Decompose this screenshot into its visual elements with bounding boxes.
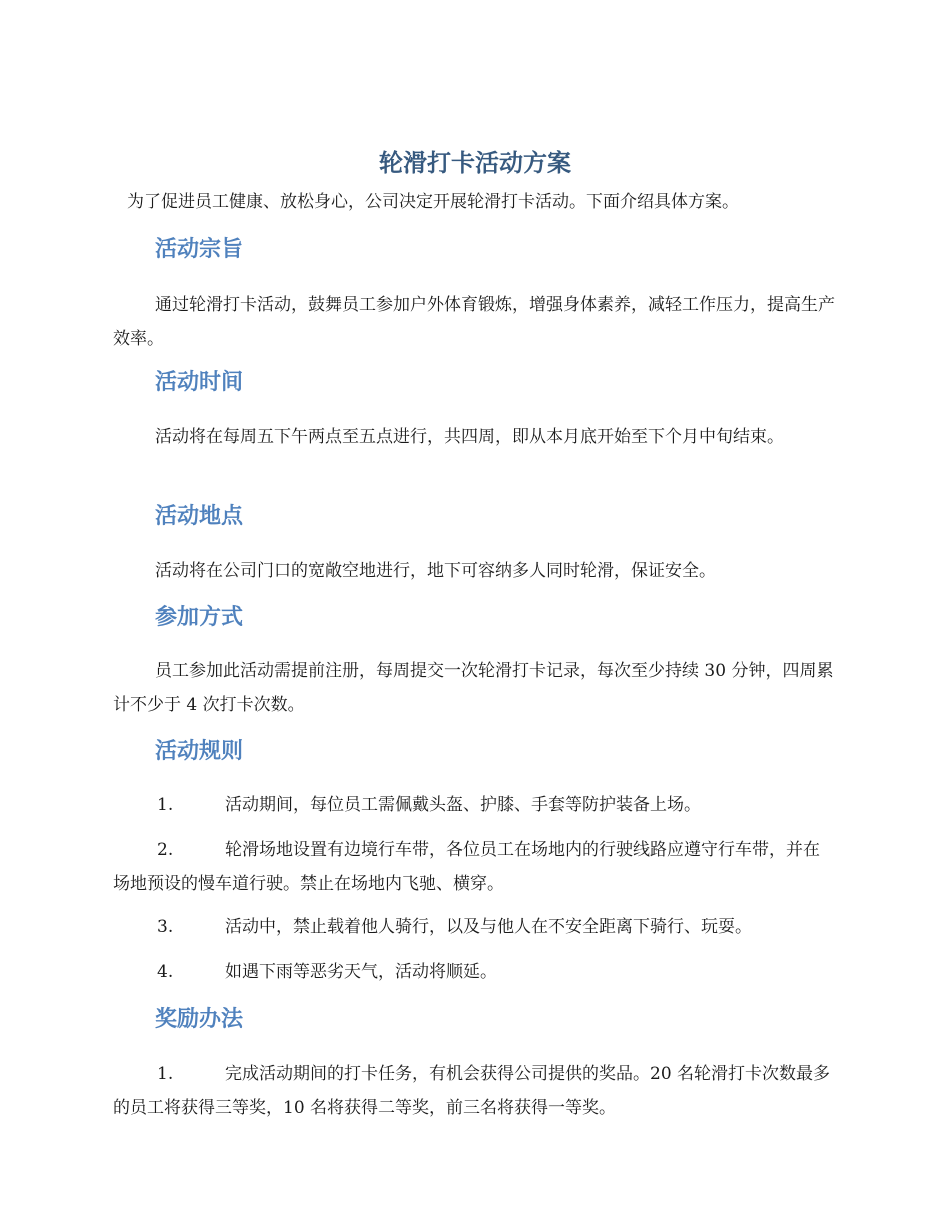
rule-item-number: 2. — [157, 840, 174, 860]
section-heading-location: 活动地点 — [155, 504, 244, 529]
reward-item — [113, 1057, 836, 1125]
rule-item — [113, 833, 836, 901]
section-body-time: 活动将在每周五下午两点至五点进行，共四周，即从本月底开始至下个月中旬结束。 — [155, 427, 784, 447]
rule-item — [113, 788, 836, 822]
rule-item-text: 活动中，禁止载着他人骑行，以及与他人在不安全距离下骑行、玩耍。 — [225, 917, 752, 937]
section-heading-participation: 参加方式 — [155, 605, 244, 630]
section-body-location: 活动将在公司门口的宽敞空地进行，地下可容纳多人同时轮滑，保证安全。 — [155, 561, 716, 581]
section-heading-time: 活动时间 — [155, 370, 244, 395]
reward-item-number: 1. — [157, 1064, 174, 1084]
rule-item — [113, 910, 836, 944]
rule-item-number: 4. — [157, 962, 174, 982]
reward-item-text: 完成活动期间的打卡任务，有机会获得公司提供的奖品。20 名轮滑打卡次数最多的员工将获得三等奖，10 名将获得二等奖，前三名将获得一等奖。 — [113, 1064, 831, 1118]
section-body-purpose: 通过轮滑打卡活动，鼓舞员工参加户外体育锻炼，增强身体素养，减轻工作压力，提高生产效率。 — [113, 295, 835, 349]
section-heading-purpose: 活动宗旨 — [155, 237, 244, 262]
intro-paragraph: 为了促进员工健康、放松身心，公司决定开展轮滑打卡活动。下面介绍具体方案。 — [127, 192, 739, 212]
section-body-participation: 员工参加此活动需提前注册，每周提交一次轮滑打卡记录，每次至少持续 30 分钟，四周累计不少于 4 次打卡次数。 — [113, 661, 834, 715]
rule-item-text: 轮滑场地设置有边境行车带，各位员工在场地内的行驶线路应遵守行车带，并在场地预设的慢车道行驶。禁止在场地内飞驰、横穿。 — [113, 840, 820, 894]
rule-item-number: 3. — [157, 917, 174, 937]
rule-item-text: 如遇下雨等恶劣天气，活动将顺延。 — [225, 962, 497, 982]
section-heading-rewards: 奖励办法 — [155, 1007, 244, 1032]
rule-item-text: 活动期间，每位员工需佩戴头盔、护膝、手套等防护装备上场。 — [225, 795, 701, 815]
rule-item-number: 1. — [157, 795, 174, 815]
document-title: 轮滑打卡活动方案 — [379, 149, 571, 177]
section-heading-rules: 活动规则 — [155, 739, 244, 764]
rule-item — [113, 955, 836, 989]
